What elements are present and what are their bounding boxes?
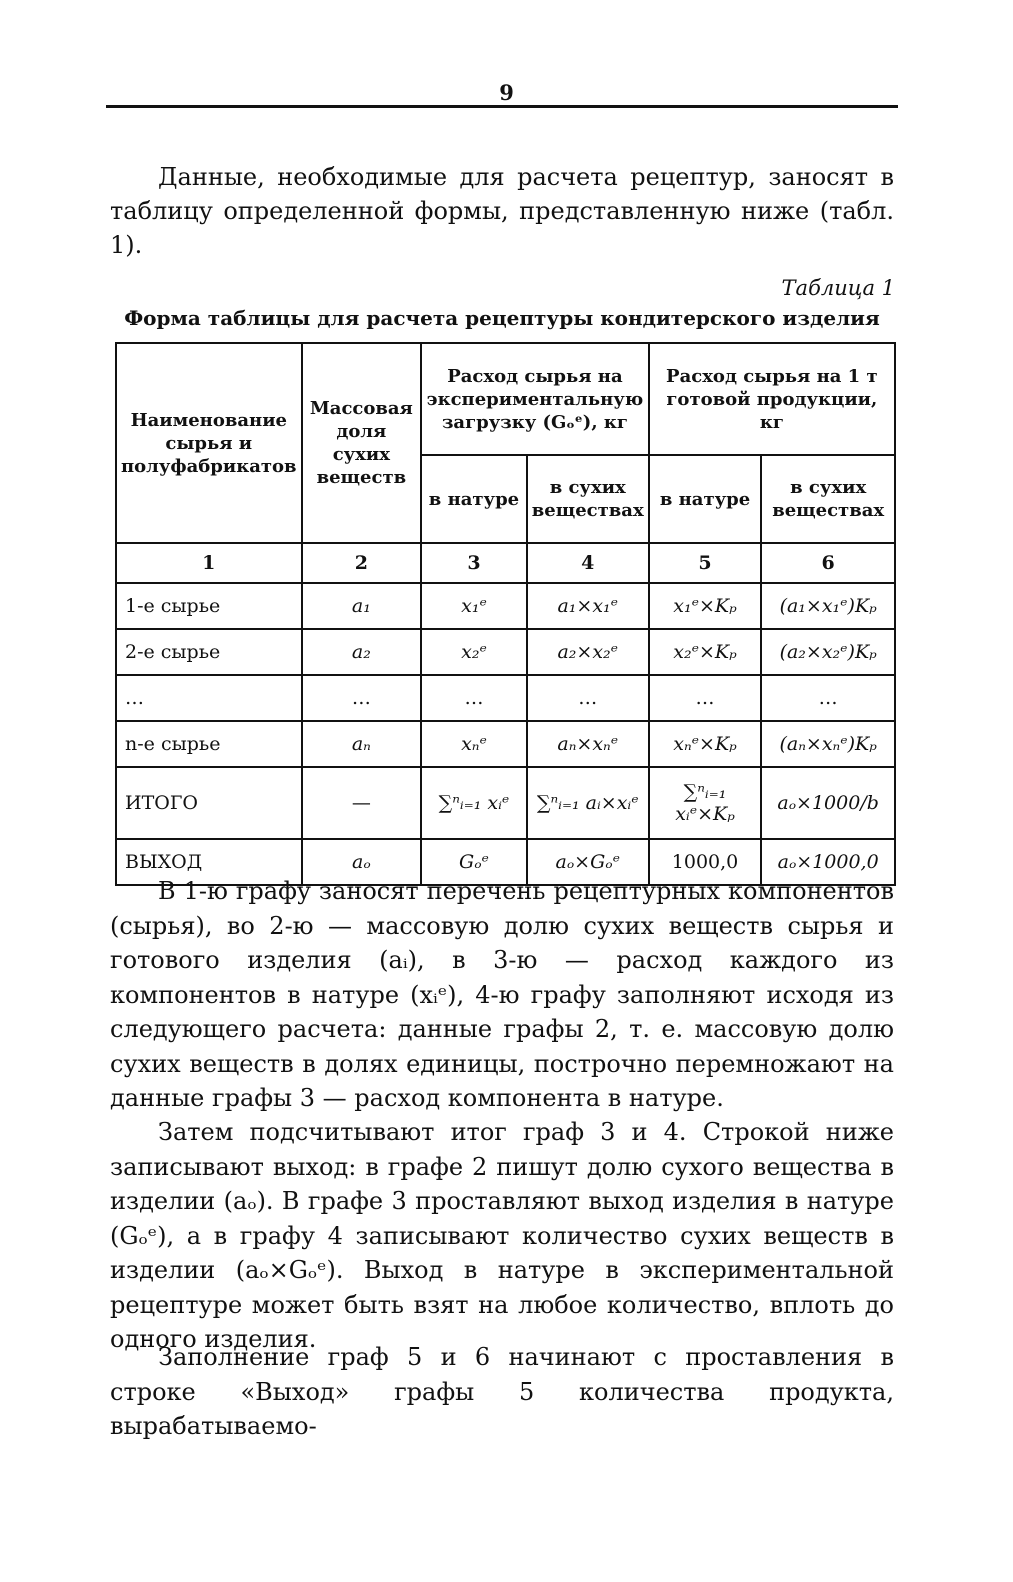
cell: x₁ᵉ×Kₚ (649, 583, 762, 629)
cell: x₁ᵉ (421, 583, 527, 629)
cell: (a₁×x₁ᵉ)Kₚ (761, 583, 895, 629)
col-number: 2 (302, 543, 422, 583)
col-number: 4 (527, 543, 649, 583)
cell: … (527, 675, 649, 721)
header-name: Наименование сырья и полуфабрикатов (116, 343, 302, 543)
cell: x₂ᵉ×Kₚ (649, 629, 762, 675)
row-name: … (116, 675, 302, 721)
cell: … (649, 675, 762, 721)
cell: x₂ᵉ (421, 629, 527, 675)
body-paragraph: Заполнение граф 5 и 6 начинают с проставления в строке «Выход» графы 5 количества продукта, вырабатываемо- (110, 1343, 894, 1440)
cell: aₒ×1000,0 (761, 839, 895, 885)
row-name: ВЫХОД (116, 839, 302, 885)
table-row (116, 721, 895, 767)
cell: a₁×x₁ᵉ (527, 583, 649, 629)
body-paragraph: В 1-ю графу заносят перечень рецептурных компонентов (сырья), во 2-ю — массовую долю сухих веществ сырья и готового изделия (aᵢ), в 3-ю — расход каждого из компонентов в натуре (xᵢᵉ), 4-ю графу заполняют исходя из следующего расчета: данные графы 2, т. е. массовую долю сухих веществ в долях единицы, построчно перемножают на данные графы 3 — расход компонента в натуре. (110, 877, 894, 1112)
cell: (a₂×x₂ᵉ)Kₚ (761, 629, 895, 675)
cell: aₙ×xₙᵉ (527, 721, 649, 767)
subheader-dry: в сухих веществах (527, 455, 649, 543)
column-number-row (116, 543, 895, 583)
cell: xₙᵉ×Kₚ (649, 721, 762, 767)
header-per-ton: Расход сырья на 1 т готовой продукции, кг (649, 343, 895, 455)
header-experimental-load: Расход сырья на экспериментальную загрузку (Gₒᵉ), кг (421, 343, 649, 455)
cell: ∑ⁿᵢ₌₁ xᵢᵉ×Kₚ (649, 767, 762, 839)
cell: aₒ×1000/b (761, 767, 895, 839)
row-name: n-е сырье (116, 721, 302, 767)
header-rule (106, 105, 898, 108)
cell: Gₒᵉ (421, 839, 527, 885)
cell: aₒ (302, 839, 422, 885)
table-row (116, 583, 895, 629)
col-number: 5 (649, 543, 762, 583)
intro-paragraph: Данные, необходимые для расчета рецептур, заносят в таблицу определенной формы, представленную ниже (табл. 1). (110, 163, 894, 259)
subheader-natural: в натуре (421, 455, 527, 543)
page-number: 9 (499, 80, 514, 105)
col-number: 1 (116, 543, 302, 583)
row-name: 1-е сырье (116, 583, 302, 629)
cell: ∑ⁿᵢ₌₁ xᵢᵉ (421, 767, 527, 839)
cell: aₙ (302, 721, 422, 767)
table-row (116, 629, 895, 675)
cell: xₙᵉ (421, 721, 527, 767)
cell: a₂ (302, 629, 422, 675)
header-dry-fraction: Массовая доля сухих веществ (302, 343, 422, 543)
cell: a₂×x₂ᵉ (527, 629, 649, 675)
cell: … (421, 675, 527, 721)
row-name: 2-е сырье (116, 629, 302, 675)
row-name: ИТОГО (116, 767, 302, 839)
recipe-table (115, 342, 896, 886)
cell: a₁ (302, 583, 422, 629)
cell: … (302, 675, 422, 721)
cell: (aₙ×xₙᵉ)Kₚ (761, 721, 895, 767)
table-title: Форма таблицы для расчета рецептуры кондитерского изделия (124, 306, 880, 330)
col-number: 3 (421, 543, 527, 583)
table-row (116, 675, 895, 721)
cell: … (761, 675, 895, 721)
body-paragraph: Затем подсчитывают итог граф 3 и 4. Строкой ниже записывают выход: в графе 2 пишут долю сухого вещества в изделии (aₒ). В графе 3 проставляют выход изделия в натуре (Gₒᵉ), а в графу 4 записывают количество сухих веществ в изделии (aₒ×Gₒᵉ). Выход в натуре в экспериментальной рецептуре может быть взят на любое количество, вплоть до одного изделия. (110, 1118, 894, 1353)
cell: 1000,0 (649, 839, 762, 885)
col-number: 6 (761, 543, 895, 583)
cell: ∑ⁿᵢ₌₁ aᵢ×xᵢᵉ (527, 767, 649, 839)
cell: aₒ×Gₒᵉ (527, 839, 649, 885)
table-number: Таблица 1 (781, 276, 895, 300)
subheader-dry-ton: в сухих веществах (761, 455, 895, 543)
cell: — (302, 767, 422, 839)
subheader-natural-ton: в натуре (649, 455, 762, 543)
table-row-total (116, 767, 895, 839)
